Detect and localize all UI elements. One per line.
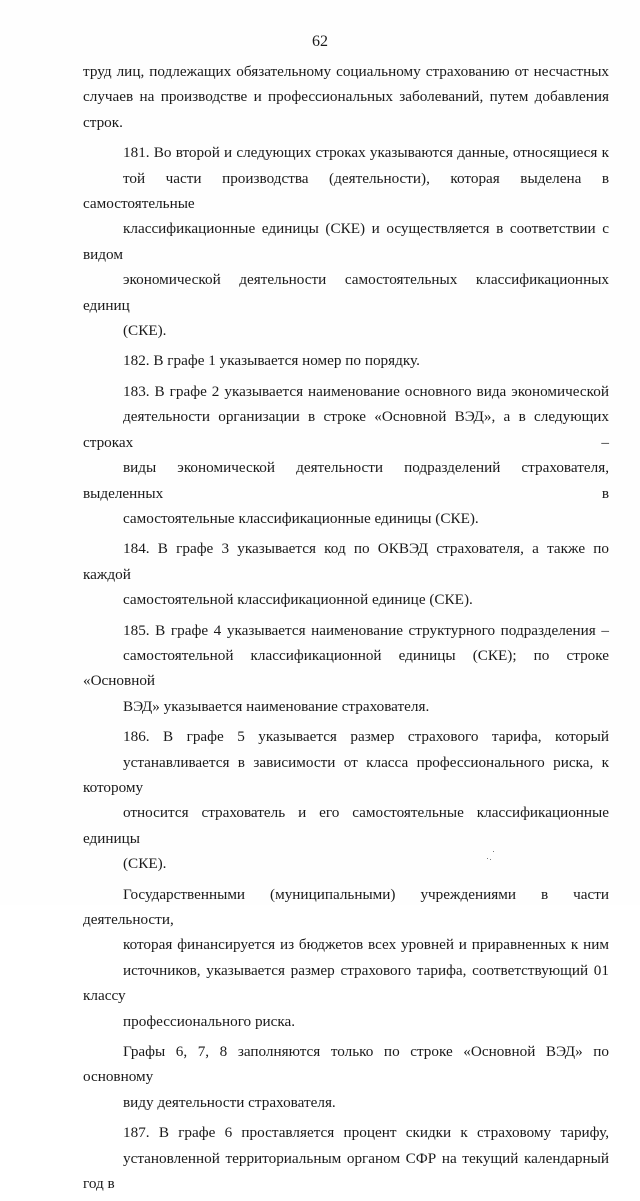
text-line: установленной территориальным органом СФР на текущий календарный год в — [83, 1149, 609, 1193]
paragraph-p_graphs — [83, 1039, 609, 1115]
text-line: строк. — [83, 113, 123, 131]
text-line: относится страхователь и его самостоятельные классификационные единицы — [83, 804, 609, 847]
text-line: той части производства (деятельности), которая выделена в самостоятельные — [83, 169, 609, 213]
paragraph-p181 — [83, 140, 609, 343]
text-line: (СКЕ). — [123, 855, 167, 873]
text-line: экономической деятельности самостоятельных классификационных единиц — [83, 271, 609, 314]
text-line: классификационные единицы (СКЕ) и осуществляется в соответствии с видом — [83, 220, 609, 263]
document-body — [83, 59, 609, 1201]
text-line: Графы 6, 7, 8 заполняются только по строке «Основной ВЭД» по основному — [83, 1043, 609, 1086]
text-line: (СКЕ). — [123, 322, 167, 340]
text-line: профессионального риска. — [123, 1012, 296, 1030]
text-line: 183. В графе 2 указывается наименование основного вида экономической — [123, 382, 609, 400]
paragraph-p183 — [83, 379, 609, 531]
text-line: случаев на производстве и профессиональных заболеваний, путем добавления — [83, 88, 609, 106]
paragraph-p184 — [83, 536, 609, 612]
text-line: самостоятельные классификационные единицы (СКЕ). — [123, 509, 479, 527]
paragraph-p_gov — [83, 882, 609, 1034]
text-line: устанавливается в зависимости от класса профессионального риска, к которому — [83, 753, 609, 796]
text-line: Государственными (муниципальными) учреждениями в части деятельности, — [83, 885, 609, 928]
text-line: которая финансируется из бюджетов всех уровней и приравненных к ним — [123, 936, 609, 954]
paragraph-p185 — [83, 618, 609, 720]
text-line: виды экономической деятельности подразделений страхователя, выделенных в — [83, 459, 609, 502]
text-line: ВЭД» указывается наименование страхователя. — [123, 697, 430, 715]
text-line: самостоятельной классификационной единице (СКЕ). — [123, 591, 473, 609]
text-line: труд лиц, подлежащих обязательному социальному страхованию от несчастных — [83, 63, 609, 80]
text-line: 186. В графе 5 указывается размер страхового тарифа, который — [123, 728, 609, 746]
paragraph-p186 — [83, 724, 609, 876]
paragraph-p187 — [83, 1120, 609, 1196]
text-line: виду деятельности страхователя. — [123, 1093, 336, 1111]
paragraph-p182 — [83, 348, 609, 373]
text-line: 181. Во второй и следующих строках указываются данные, относящиеся к — [123, 144, 609, 162]
text-line: 187. В графе 6 проставляется процент скидки к страховому тарифу, — [123, 1124, 609, 1142]
page-number: 62 — [312, 33, 328, 50]
text-line: 182. В графе 1 указывается номер по порядку. — [123, 352, 420, 370]
scan-speck — [484, 851, 498, 861]
text-line: источников, указывается размер страхового тарифа, соответствующий 01 классу — [83, 961, 609, 1005]
text-line: самостоятельной классификационной единицы (СКЕ); по строке «Основной — [83, 646, 609, 690]
paragraph-p0 — [83, 59, 609, 135]
text-line: деятельности организации в строке «Основной ВЭД», а в следующих строках – — [83, 408, 609, 451]
text-line: 184. В графе 3 указывается код по ОКВЭД страхователя, а также по каждой — [83, 540, 609, 583]
text-line: 185. В графе 4 указывается наименование структурного подразделения – — [123, 621, 609, 639]
